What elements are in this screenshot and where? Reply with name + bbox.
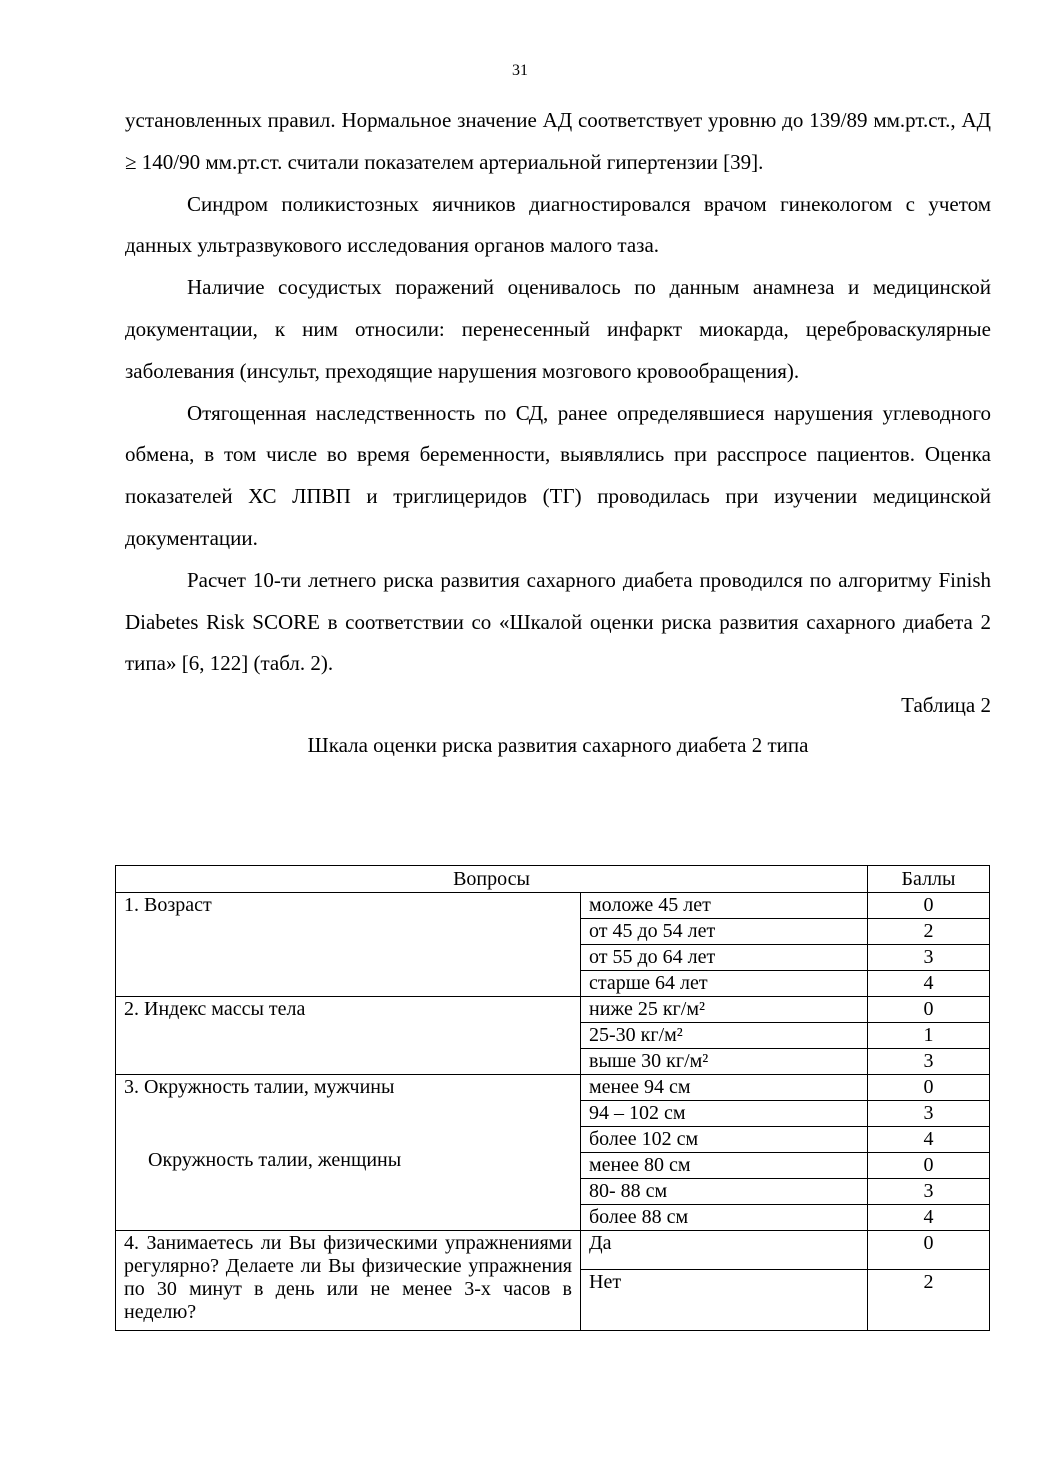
- answer-cell: 94 – 102 см: [581, 1101, 868, 1127]
- question-age: 1. Возраст: [116, 893, 581, 997]
- points-cell: 1: [868, 1023, 990, 1049]
- points-cell: 0: [868, 1075, 990, 1101]
- risk-score-table: [115, 865, 990, 1331]
- question-exercise: 4. Занимаетесь ли Вы физическими упражнениями регулярно? Делаете ли Вы физические упражнения по 30 минут в день или не менее 3-х часов в неделю?: [116, 1231, 581, 1331]
- points-cell: 3: [868, 1049, 990, 1075]
- answer-cell: Да: [581, 1231, 868, 1270]
- answer-cell: моложе 45 лет: [581, 893, 868, 919]
- answer-cell: 25-30 кг/м²: [581, 1023, 868, 1049]
- table-label: Таблица 2: [901, 693, 991, 718]
- paragraph: Отягощенная наследственность по СД, ранее определявшиеся нарушения углеводного обмена, в том числе во время беременности, выявлялись при расспросе пациентов. Оценка показателей ХС ЛПВП и триглицеридов (ТГ) проводилась при изучении медицинской документации.: [125, 400, 991, 550]
- points-cell: 4: [868, 971, 990, 997]
- answer-cell: от 45 до 54 лет: [581, 919, 868, 945]
- table-title: Шкала оценки риска развития сахарного диабета 2 типа: [307, 733, 809, 758]
- answer-cell: ниже 25 кг/м²: [581, 997, 868, 1023]
- points-cell: 4: [868, 1127, 990, 1153]
- points-cell: 4: [868, 1205, 990, 1231]
- answer-cell: 80- 88 см: [581, 1179, 868, 1205]
- header-points: Баллы: [868, 866, 990, 893]
- question-waist: [116, 1075, 581, 1231]
- answer-cell: более 88 см: [581, 1205, 868, 1231]
- question-waist-female: Окружность талии, женщины: [148, 1149, 402, 1171]
- question-waist-male: 3. Окружность талии, мужчины: [124, 1076, 395, 1098]
- paragraph: Расчет 10-ти летнего риска развития сахарного диабета проводился по алгоритму Finish Diabetes Risk SCORE в соответствии со «Шкалой оценки риска развития сахарного диабета 2 типа» [6, 122] (табл. 2).: [125, 567, 991, 676]
- table-row: [116, 1075, 990, 1101]
- table-row: [116, 1231, 990, 1270]
- body-text: [125, 100, 991, 765]
- points-cell: 0: [868, 1153, 990, 1179]
- table-row: [116, 997, 990, 1023]
- points-cell: 0: [868, 893, 990, 919]
- points-cell: 3: [868, 1101, 990, 1127]
- page-number: 31: [512, 62, 528, 79]
- points-cell: 2: [868, 919, 990, 945]
- answer-cell: менее 94 см: [581, 1075, 868, 1101]
- answer-cell: более 102 см: [581, 1127, 868, 1153]
- paragraph: Наличие сосудистых поражений оценивалось по данным анамнеза и медицинской документации, к ним относили: перенесенный инфаркт миокарда, цереброваскулярные заболевания (инсульт, преходящие нарушения мозгового кровообращения).: [125, 275, 991, 383]
- paragraph: Синдром поликистозных яичников диагностировался врачом гинекологом с учетом данных ультразвукового исследования органов малого таза.: [125, 191, 991, 258]
- header-questions: Вопросы: [116, 866, 868, 893]
- points-cell: 3: [868, 1179, 990, 1205]
- answer-cell: Нет: [581, 1270, 868, 1331]
- answer-cell: старше 64 лет: [581, 971, 868, 997]
- question-bmi: 2. Индекс массы тела: [116, 997, 581, 1075]
- points-cell: 2: [868, 1270, 990, 1331]
- answer-cell: от 55 до 64 лет: [581, 945, 868, 971]
- answer-cell: менее 80 см: [581, 1153, 868, 1179]
- points-cell: 0: [868, 997, 990, 1023]
- table-header-row: [116, 866, 990, 893]
- points-cell: 3: [868, 945, 990, 971]
- table-row: [116, 893, 990, 919]
- points-cell: 0: [868, 1231, 990, 1270]
- paragraph: установленных правил. Нормальное значение АД соответствует уровню до 139/89 мм.рт.ст., АД ≥ 140/90 мм.рт.ст. считали показателем артериальной гипертензии [39].: [125, 108, 991, 174]
- answer-cell: выше 30 кг/м²: [581, 1049, 868, 1075]
